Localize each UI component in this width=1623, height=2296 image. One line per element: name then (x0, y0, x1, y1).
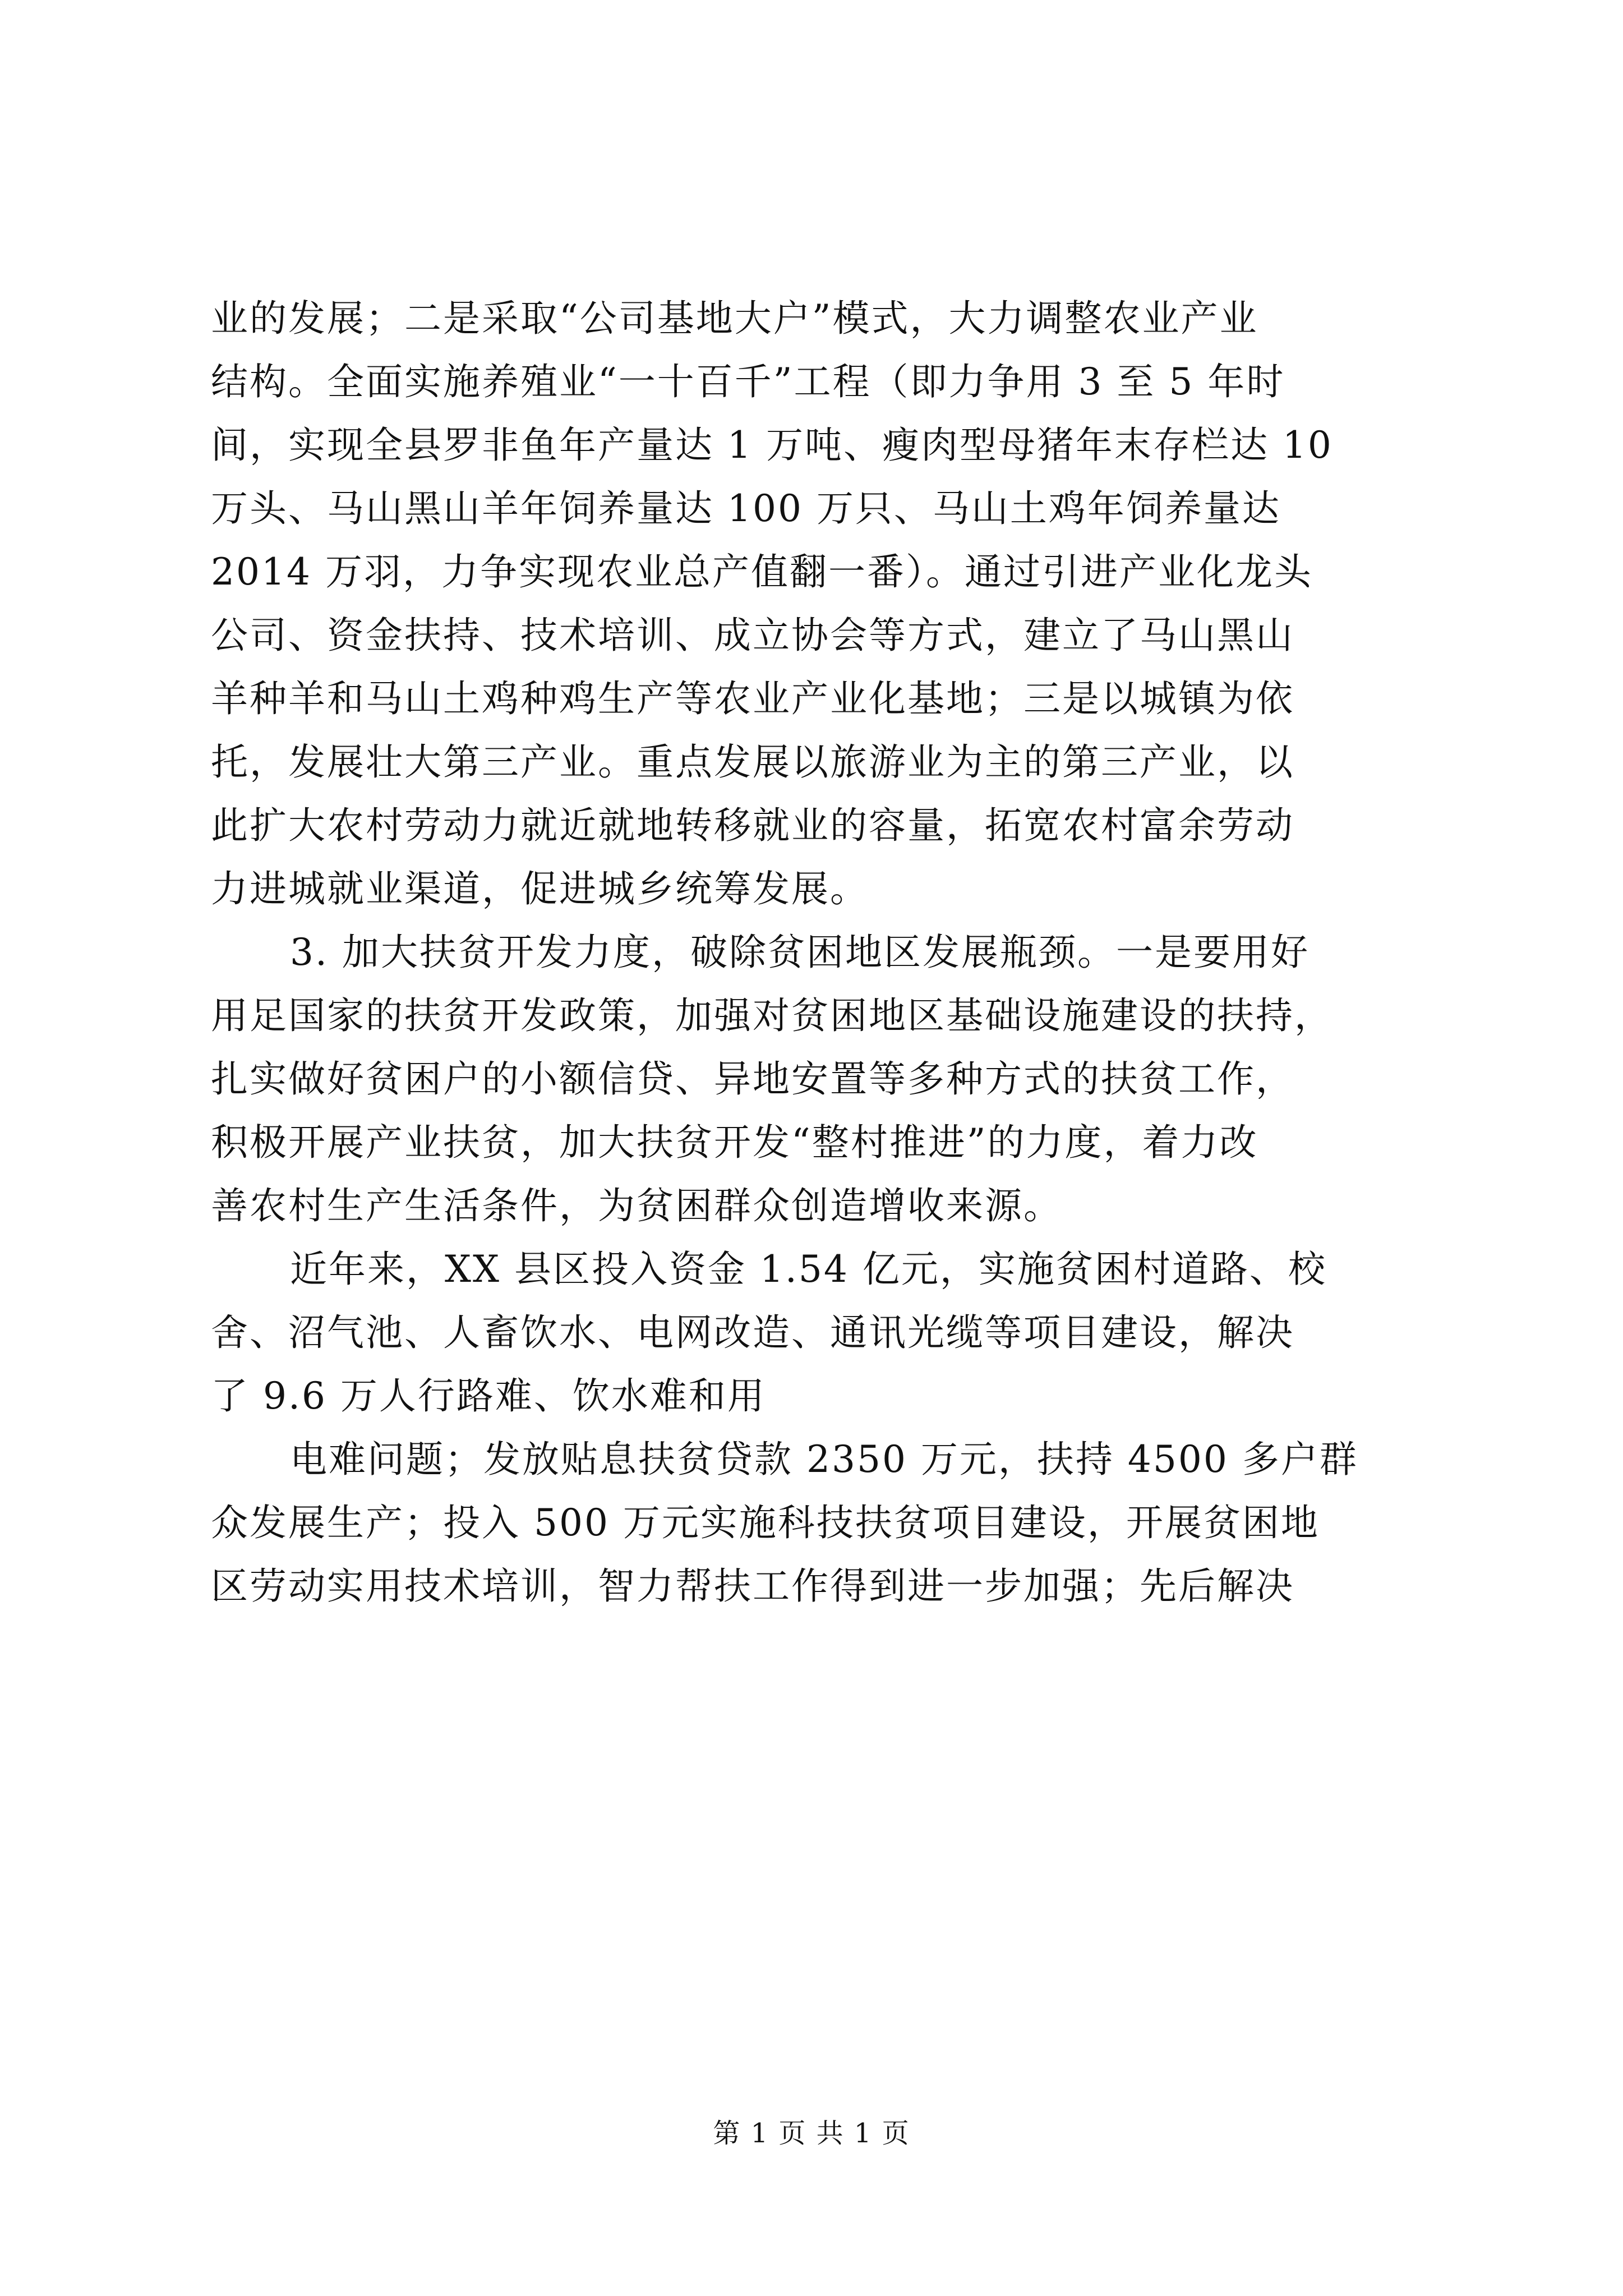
text-line: 业的发展；二是采取“公司基地大户”模式，大力调整农业产业 (211, 297, 1258, 340)
paragraph-start-line: 近年来，XX 县区投入资金 1.54 亿元，实施贫困村道路、校 (290, 1248, 1327, 1291)
text-line: 托，发展壮大第三产业。重点发展以旅游业为主的第三产业，以 (211, 740, 1294, 784)
page-footer: 第 1 页 共 1 页 (713, 2118, 910, 2149)
text-line: 力进城就业渠道，促进城乡统筹发展。 (211, 867, 869, 910)
text-line: 结构。全面实施养殖业“一十百千”工程（即力争用 3 至 5 年时 (211, 360, 1285, 403)
text-line: 公司、资金扶持、技术培训、成立协会等方式，建立了马山黑山 (211, 614, 1294, 657)
text-line: 了 9.6 万人行路难、饮水难和用 (211, 1374, 766, 1418)
text-line: 2014 万羽，力争实现农业总产值翻一番）。通过引进产业化龙头 (211, 550, 1313, 593)
text-line: 羊种羊和马山土鸡种鸡生产等农业产业化基地；三是以城镇为依 (211, 677, 1294, 720)
paragraph-start-line: 电难问题；发放贴息扶贫贷款 2350 万元，扶持 4500 多户群 (290, 1438, 1358, 1481)
text-line: 积极开展产业扶贫，加大扶贫开发“整村推进”的力度，着力改 (211, 1121, 1258, 1164)
text-line: 众发展生产；投入 500 万元实施科技扶贫项目建设，开展贫困地 (211, 1501, 1320, 1544)
text-line: 万头、马山黑山羊年饲养量达 100 万只、马山土鸡年饲养量达 (211, 487, 1281, 530)
text-line: 用足国家的扶贫开发政策，加强对贫困地区基础设施建设的扶持， (211, 994, 1333, 1037)
text-line: 善农村生产生活条件，为贫困群众创造增收来源。 (211, 1184, 1062, 1227)
paragraph-start-line: 3. 加大扶贫开发力度，破除贫困地区发展瓶颈。一是要用好 (290, 931, 1310, 974)
text-line: 此扩大农村劳动力就近就地转移就业的容量，拓宽农村富余劳动 (211, 804, 1294, 847)
text-line: 扎实做好贫困户的小额信贷、异地安置等多种方式的扶贫工作， (211, 1057, 1294, 1101)
text-line: 舍、沼气池、人畜饮水、电网改造、通讯光缆等项目建设，解决 (211, 1311, 1294, 1354)
text-line: 区劳动实用技术培训，智力帮扶工作得到进一步加强；先后解决 (211, 1565, 1294, 1608)
text-line: 间，实现全县罗非鱼年产量达 1 万吨、瘦肉型母猪年末存栏达 10 (211, 424, 1333, 467)
